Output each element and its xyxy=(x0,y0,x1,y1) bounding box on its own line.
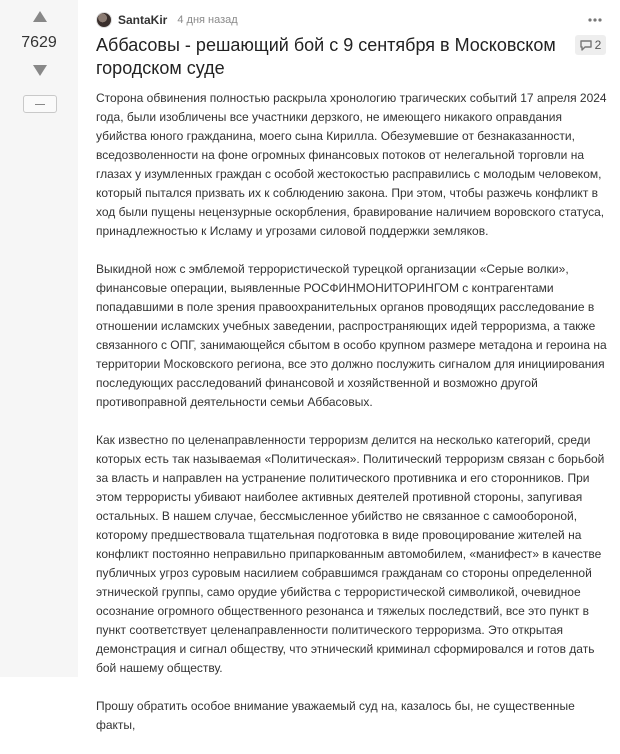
comments-count: 2 xyxy=(594,38,602,52)
post-body xyxy=(96,89,608,754)
minus-icon xyxy=(35,104,45,105)
paragraph: Выкидной нож с эмблемой террористической турецкой организации «Серые волки», финансовые операции, выявленные РОСФИНМОНИТОРИНГОМ с контрагентами попадавшими в поле зрения правоохранительных органов проводящих расследование в отношении исламских учебных заведении, распространяющих идей терроризма, а также связанного с ОПГ, занимающейся сбытом в особо крупном размере метадона и героина на территории Московского региона, все это должно послужить сигналом для инициирования последующих расследований финансовой и хозяйственной и возможно другой противоправной деятельности семьи Аббасовых. xyxy=(96,262,607,409)
downvote-button[interactable] xyxy=(30,62,50,78)
post-title[interactable]: Аббасовы - решающий бой с 9 сентября в Московском городском суде xyxy=(96,35,556,78)
paragraph: Как известно по целенаправленности терроризм делится на несколько категорий, среди которых есть так называемая «Политическая». Политический терроризм связан с борьбой за власть и направлен на устранение политического противника и его сторонников. При этом террористы убивают наиболее активных деятелей противной стороны, запугивая остальных. В нашем случае, бессмысленное убийство не связанное с самообороной, которому предшествовала тщательная подготовка в виде провоцирование жителей на конфликт постоянно неправильно припаркованным автомобилем, «манифест» в качестве публичных угроз суровым насилием собравшимся гражданам со стороны определенной этнической группы, само орудие убийства с террористической символикой, очевидное осознание огромного общественного резонанса и тяжелых последствий, все это пункт в пункт соответствует целенаправленности политического терроризма. Это открытая демонстрация и сигнал обществу, что этнический криминал сформировался и готов дать бой нашему обществу. xyxy=(96,433,605,675)
post-meta xyxy=(96,12,238,28)
more-button[interactable] xyxy=(586,12,604,28)
author-name[interactable]: SantaKir xyxy=(118,13,168,27)
collapse-button[interactable] xyxy=(23,95,57,113)
avatar[interactable] xyxy=(96,12,112,28)
paragraph: Прошу обратить особое внимание уважаемый суд на, казалось бы, не существенные факты, xyxy=(96,699,575,732)
vote-count: 7629 xyxy=(21,34,57,51)
triangle-down-icon xyxy=(33,65,47,76)
upvote-button[interactable] xyxy=(30,8,50,24)
vote-column xyxy=(0,0,78,677)
comments-button[interactable] xyxy=(575,35,606,55)
comment-icon xyxy=(580,40,592,51)
post-time: 4 дня назад xyxy=(177,14,238,26)
triangle-up-icon xyxy=(33,11,47,22)
paragraph: Сторона обвинения полностью раскрыла хронологию трагических событий 17 апреля 2024 года, были изобличены все участники дерзкого, не имеющего никакого оправдания убийства юного гражданина, моего сына Кирилла. Обезумевшие от безнаказанности, вседозволенности на фоне огромных финансовых потоков от нелегальной торговли на глазах у изумленных граждан с особой жестокостью расправились с молодым человеком, который пытался призвать их к соблюдению закона. При этом, чтобы разжечь конфликт в ход были пущены нецензурные оскорбления, бравирование наличием воровского статуса, принадлежностью к Исламу и угрозами силовой поддержки земляков. xyxy=(96,91,607,238)
more-dots-icon xyxy=(588,18,602,22)
